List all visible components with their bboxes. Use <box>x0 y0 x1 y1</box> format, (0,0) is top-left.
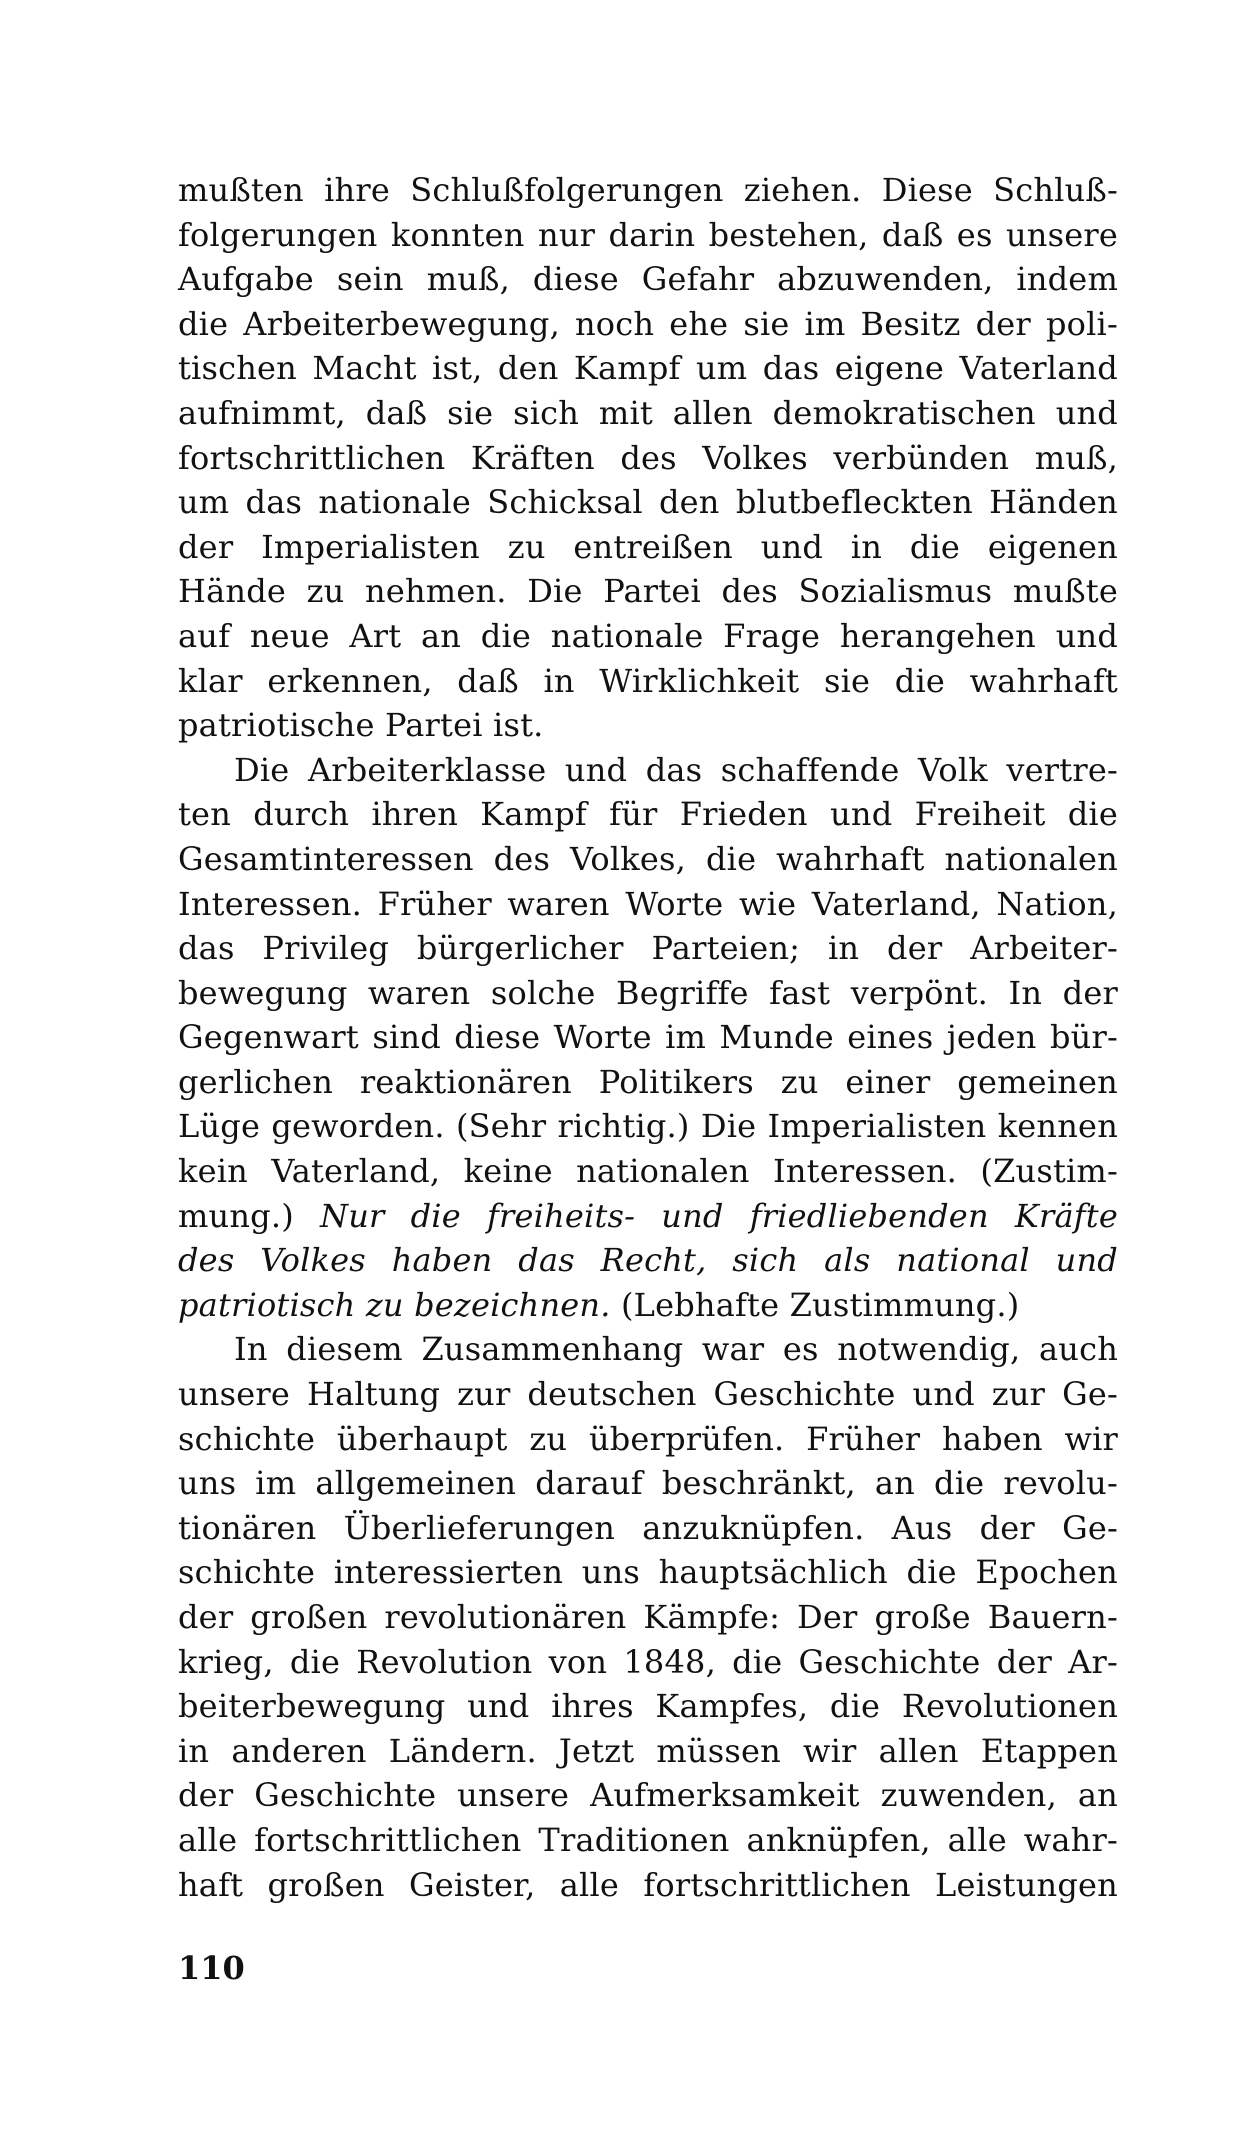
text-line: unsere Haltung zur deutschen Geschichte und zur Ge- <box>178 1375 1118 1414</box>
body-text <box>178 168 1118 1907</box>
emphasized-text: patriotisch zu bezeichnen. <box>178 1285 611 1324</box>
text-line: alle fortschrittlichen Traditionen anknüpfen, alle wahr- <box>178 1820 1118 1859</box>
text-line: uns im allgemeinen darauf beschränkt, an die revolu- <box>178 1464 1118 1503</box>
text-line: Hände zu nehmen. Die Partei des Sozialismus mußte <box>178 572 1118 611</box>
text-line: klar erkennen, daß in Wirklichkeit sie die wahrhaft <box>178 661 1118 700</box>
text-line: beiterbewegung und ihres Kampfes, die Revolutionen <box>178 1687 1118 1726</box>
text-line: Lüge geworden. (Sehr richtig.) Die Imperialisten kennen <box>178 1107 1118 1146</box>
text-line <box>178 1283 1118 1328</box>
text-line: Aufgabe sein muß, diese Gefahr abzuwenden, indem <box>178 260 1118 299</box>
text-line: tionären Überlieferungen anzuknüpfen. Aus der Ge- <box>178 1508 1118 1547</box>
text-line: tischen Macht ist, den Kampf um das eigene Vaterland <box>178 349 1118 388</box>
text-line: der großen revolutionären Kämpfe: Der große Bauern- <box>178 1598 1118 1636</box>
text-line: Interessen. Früher waren Worte wie Vaterland, Nation, <box>178 884 1118 923</box>
text-line: In diesem Zusammenhang war es notwendig, auch <box>234 1330 1118 1369</box>
text-line: fortschrittlichen Kräften des Volkes verbünden muß, <box>178 438 1118 477</box>
text-line: schichte interessierten uns hauptsächlich die Epochen <box>178 1553 1118 1592</box>
text-line: Die Arbeiterklasse und das schaffende Volk vertre- <box>234 750 1118 789</box>
text-line: schichte überhaupt zu überprüfen. Früher haben wir <box>178 1419 1118 1458</box>
text-line: krieg, die Revolution von 1848, die Geschichte der Ar- <box>178 1642 1118 1681</box>
text-line: das Privileg bürgerlicher Parteien; in der Arbeiter- <box>178 929 1118 968</box>
text-line: der Geschichte unsere Aufmerksamkeit zuwenden, an <box>178 1776 1118 1815</box>
text-fragment: (Lebhafte Zustimmung.) <box>610 1285 1020 1324</box>
page-number: 110 <box>178 1949 245 1987</box>
text-line: mußten ihre Schlußfolgerungen ziehen. Diese Schluß- <box>178 171 1118 209</box>
emphasized-text-line: des Volkes haben das Recht, sich als national und <box>178 1241 1118 1280</box>
text-line: ten durch ihren Kampf für Frieden und Freiheit die <box>178 795 1118 834</box>
text-line: kein Vaterland, keine nationalen Interessen. (Zustim- <box>178 1152 1118 1191</box>
text-line: bewegung waren solche Begriffe fast verpönt. In der <box>178 973 1118 1012</box>
text-line: in anderen Ländern. Jetzt müssen wir allen Etappen <box>178 1731 1118 1770</box>
text-line: aufnimmt, daß sie sich mit allen demokratischen und <box>178 393 1118 432</box>
text-line: Gesamtinteressen des Volkes, die wahrhaft nationalen <box>178 839 1118 878</box>
text-line: um das nationale Schicksal den blutbefleckten Händen <box>178 483 1118 522</box>
text-line: Gegenwart sind diese Worte im Munde eines jeden bür- <box>178 1018 1118 1057</box>
text-line: die Arbeiterbewegung, noch ehe sie im Besitz der poli- <box>178 304 1118 343</box>
text-line: auf neue Art an die nationale Frage herangehen und <box>178 616 1118 655</box>
text-line: gerlichen reaktionären Politikers zu einer gemeinen <box>178 1062 1118 1101</box>
text-line: folgerungen konnten nur darin bestehen, daß es unsere <box>178 215 1118 254</box>
emphasized-text: Nur die freiheits- und friedliebenden Kräfte <box>320 1196 1118 1235</box>
text-line: patriotische Partei ist. <box>178 706 544 745</box>
text-fragment: mung.) <box>178 1196 321 1235</box>
text-line: haft großen Geister, alle fortschrittlichen Leistungen <box>178 1865 1118 1904</box>
text-line <box>178 1194 1118 1239</box>
text-line: der Imperialisten zu entreißen und in die eigenen <box>178 527 1118 566</box>
